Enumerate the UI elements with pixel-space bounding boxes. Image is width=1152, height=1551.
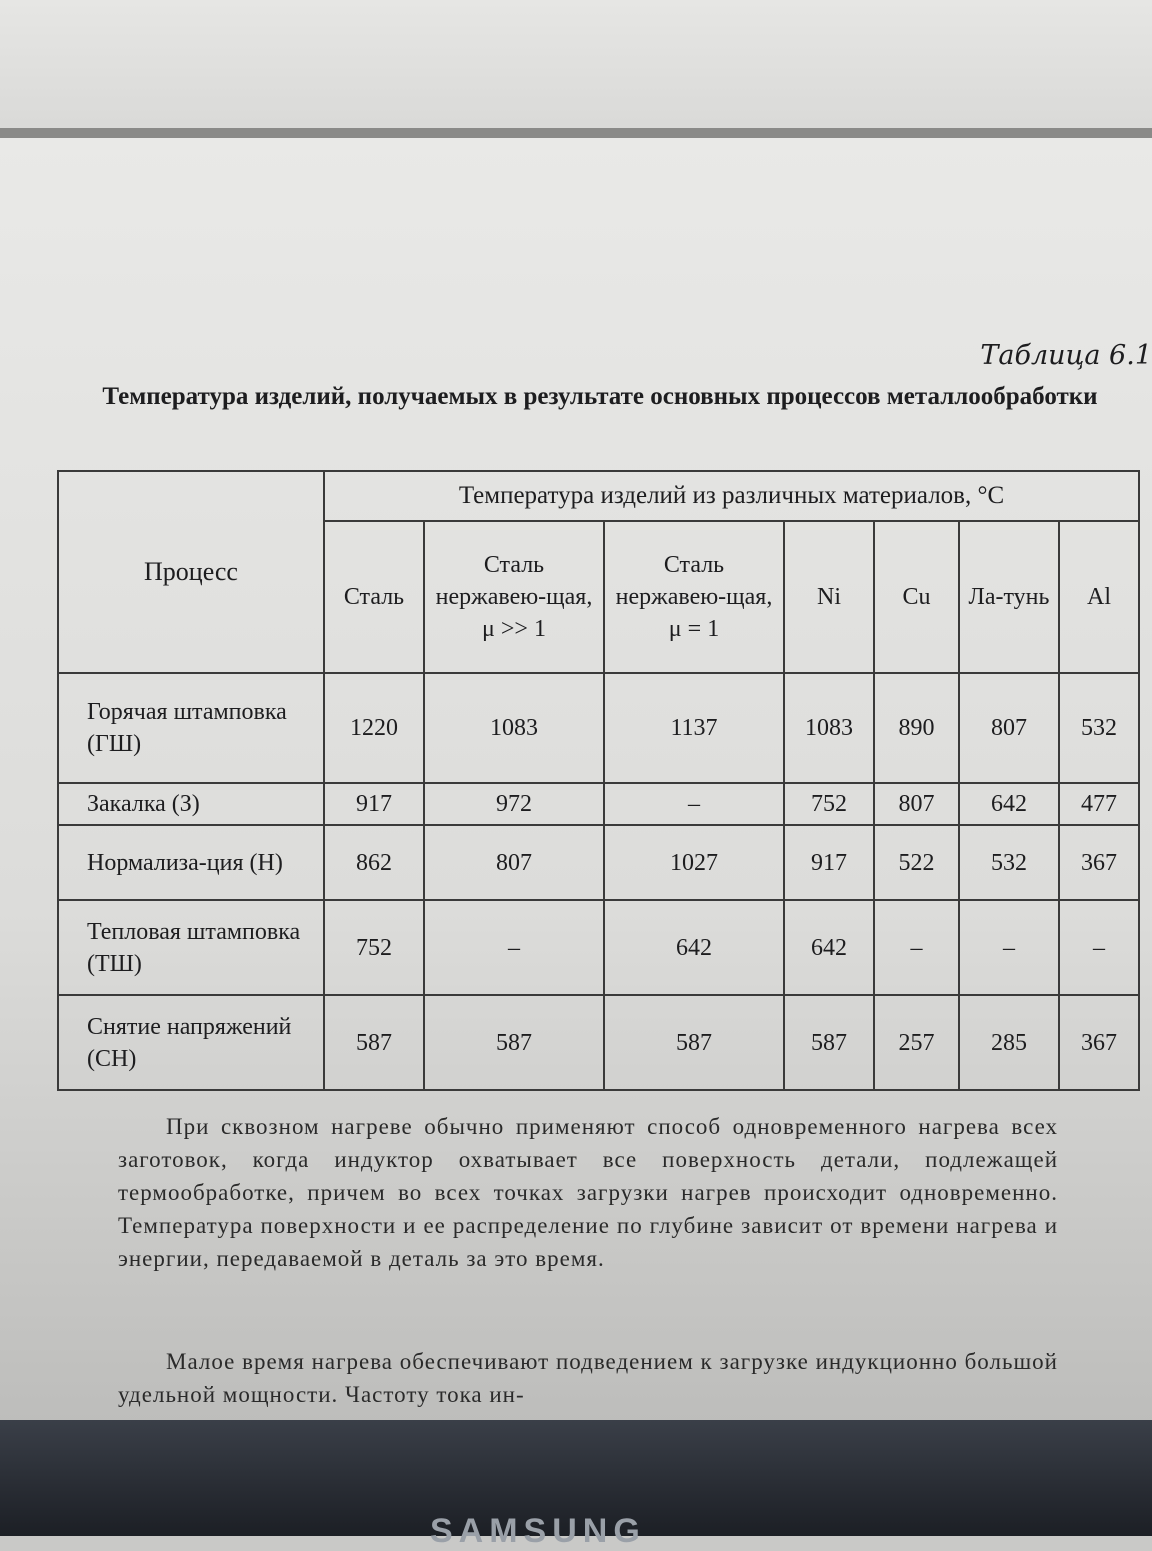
value-cell: 587 — [424, 995, 604, 1090]
value-cell: 285 — [959, 995, 1059, 1090]
value-cell: 587 — [324, 995, 424, 1090]
col-header: Ni — [784, 521, 874, 673]
value-cell: 1220 — [324, 673, 424, 783]
process-cell: Нормализа-ция (Н) — [58, 825, 324, 900]
col-header: Ла-тунь — [959, 521, 1059, 673]
table-row — [58, 673, 1139, 783]
value-cell: 587 — [604, 995, 784, 1090]
value-cell: – — [1059, 900, 1139, 995]
value-cell: 1083 — [784, 673, 874, 783]
value-cell: – — [874, 900, 959, 995]
paragraph: При сквозном нагреве обычно применяют способ одновременного нагрева всех заготовок, когда индуктор охватывает все поверхность детали, подлежащей термообработке, причем во всех точках загрузки нагрев происходит одновременно. Температура поверхности и ее распределение по глубине зависит от времени нагрева и энергии, передаваемой в деталь за это время. — [118, 1114, 1058, 1271]
value-cell: – — [604, 783, 784, 825]
value-cell: 642 — [784, 900, 874, 995]
value-cell: 532 — [1059, 673, 1139, 783]
value-cell: 807 — [874, 783, 959, 825]
value-cell: 1137 — [604, 673, 784, 783]
value-cell: 642 — [959, 783, 1059, 825]
table-row — [58, 783, 1139, 825]
value-cell: 917 — [784, 825, 874, 900]
value-cell: 890 — [874, 673, 959, 783]
temperature-table — [57, 470, 1140, 1091]
value-cell: 752 — [324, 900, 424, 995]
value-cell: 532 — [959, 825, 1059, 900]
value-cell: 917 — [324, 783, 424, 825]
process-cell: Тепловая штамповка (ТШ) — [58, 900, 324, 995]
header-group: Температура изделий из различных материалов, °C — [324, 471, 1139, 521]
value-cell: – — [424, 900, 604, 995]
col-header: Al — [1059, 521, 1139, 673]
value-cell: 862 — [324, 825, 424, 900]
value-cell: 752 — [784, 783, 874, 825]
value-cell: 1083 — [424, 673, 604, 783]
col-header: Сталь — [324, 521, 424, 673]
value-cell: 642 — [604, 900, 784, 995]
process-cell: Горячая штамповка (ГШ) — [58, 673, 324, 783]
process-cell: Закалка (З) — [58, 783, 324, 825]
value-cell: 477 — [1059, 783, 1139, 825]
paragraph: Малое время нагрева обеспечивают подведением к загрузке индукционно большой удельной мощности. Частоту тока ин- — [118, 1349, 1058, 1407]
value-cell: 807 — [424, 825, 604, 900]
table-label: Таблица 6.1 — [980, 340, 1152, 371]
screen-top-area — [0, 0, 1152, 135]
value-cell: 972 — [424, 783, 604, 825]
col-header: Cu — [874, 521, 959, 673]
table-title: Температура изделий, получаемых в результате основных процессов металлообработки — [102, 383, 1098, 410]
col-header: Сталь нержавею-щая, μ >> 1 — [424, 521, 604, 673]
value-cell: 367 — [1059, 825, 1139, 900]
value-cell: 367 — [1059, 995, 1139, 1090]
value-cell: 587 — [784, 995, 874, 1090]
value-cell: 522 — [874, 825, 959, 900]
value-cell: – — [959, 900, 1059, 995]
value-cell: 807 — [959, 673, 1059, 783]
value-cell: 257 — [874, 995, 959, 1090]
table-row — [58, 995, 1139, 1090]
table-row — [58, 900, 1139, 995]
col-header: Сталь нержавею-щая, μ = 1 — [604, 521, 784, 673]
header-process: Процесс — [58, 471, 324, 673]
monitor-brand-logo: SAMSUNG — [430, 1512, 646, 1550]
table-row — [58, 825, 1139, 900]
process-cell: Снятие напряжений (СН) — [58, 995, 324, 1090]
value-cell: 1027 — [604, 825, 784, 900]
divider — [0, 128, 1152, 138]
